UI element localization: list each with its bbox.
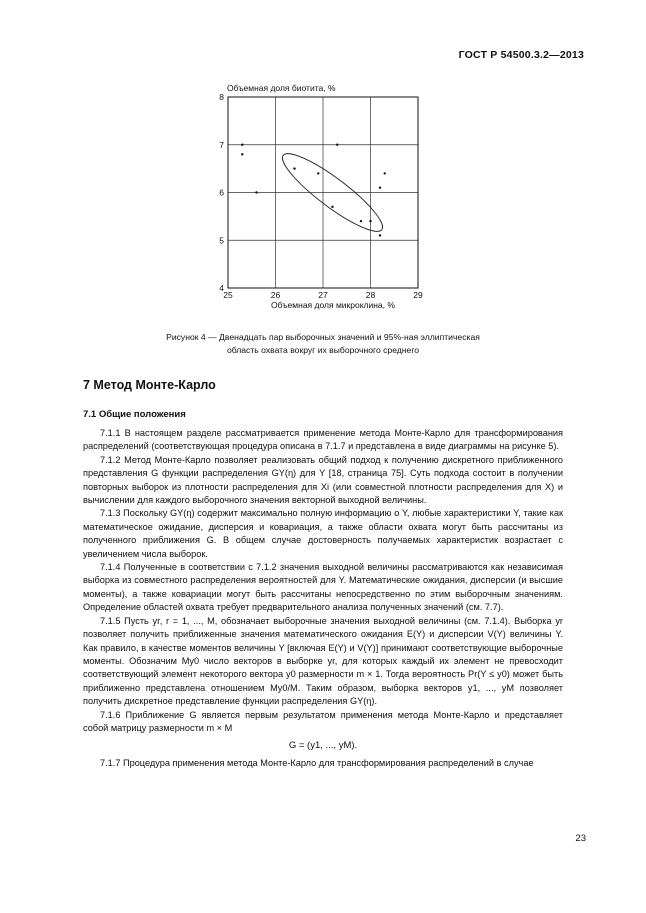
x-tick-label: 28 <box>365 290 376 300</box>
x-tick-label: 27 <box>318 290 328 300</box>
figure-caption <box>100 331 546 357</box>
y-tick-label: 5 <box>219 235 224 246</box>
data-point <box>331 206 333 208</box>
caption-line-1: Рисунок 4 — Двенадцать пар выборочных значений и 95%-ная эллиптическая <box>166 332 480 342</box>
data-point <box>379 234 381 236</box>
data-point <box>379 187 381 189</box>
data-point <box>369 220 371 222</box>
x-tick-label: 25 <box>223 290 233 300</box>
data-point <box>336 144 338 146</box>
paragraph-7-1-7: 7.1.7 Процедура применения метода Монте-Карло для трансформирования распределений в случае <box>100 757 534 768</box>
scatter-chart <box>0 0 646 330</box>
data-points <box>241 144 386 237</box>
paragraph-7-1-4: 7.1.4 Полученные в соответствии с 7.1.2 значения выходной величины рассматриваются как независимая выборка из совместного распределения вероятностей для Y. Математические ожидания, дисперсии (и высшие моменты), а также ковариации могут быть рассчитаны непосредственно по этим выборочным значениям. Определение областей охвата требует предварительного анализа полученных значений (см. 7.7). <box>83 562 563 613</box>
data-point <box>255 191 257 193</box>
y-tick-label: 7 <box>219 139 224 150</box>
y-axis-label: Объемная доля биотита, % <box>227 83 336 93</box>
paragraph-7-1-6: 7.1.6 Приближение G является первым результатом применения метода Монте-Карло и представляет собой матрицу размерности m × M <box>83 709 563 733</box>
page-number: 23 <box>575 833 586 844</box>
paragraph-7-1-1: 7.1.1 В настоящем разделе рассматривается применение метода Монте-Карло для трансформирования распределений (соответствующая процедура описана в 7.1.7 и представлена в виде диаграммы на рисунке 5). <box>83 428 563 452</box>
x-axis-label: Объемная доля микроклина, % <box>271 300 395 310</box>
body-text <box>83 427 563 770</box>
document-header: ГОСТ Р 54500.3.2—2013 <box>458 49 584 61</box>
x-tick-label: 26 <box>270 290 281 300</box>
y-tick-label: 4 <box>219 283 224 293</box>
formula-g: G = (y1, ..., yM). <box>288 740 358 752</box>
paragraph-7-1-3: 7.1.3 Поскольку GY(η) содержит максимально полную информацию о Y, любые характеристики Y, такие как математическое ожидание, дисперсия и ковариация, а также области охвата могут быть рассчитаны из полученного приближения G. В общем случае достоверность получаемых характеристик возрастает с увеличением числа выборок. <box>83 508 563 559</box>
data-point <box>241 153 243 155</box>
section-title: 7 Метод Монте-Карло <box>83 378 216 392</box>
data-point <box>293 167 295 169</box>
data-point <box>241 144 243 146</box>
caption-line-2: область охвата вокруг их выборочного среднего <box>226 345 420 355</box>
paragraph-7-1-5: 7.1.5 Пусть yr, r = 1, ..., M, обозначает выборочные значения выходной величины (см. 7.1.4). Выборка yr позволяет получить приближенные значения математического ожидания E(Y) и дисперсии V(Y) величины Y. Как правило, в качестве моментов величины Y [включая E(Y) и V(Y)] принимают соответствующие выборочные моменты. Обозначим My0 число векторов в выборке yr, для которых каждый их элемент не превосходит соответствующий элемент некоторого вектора y0 размерности m × 1. Тогда вероятность Pr(Y ≤ y0) может быть приближенно представлена отношением My0/M. Таким образом, выборка векторов y1, ..., yM позволяет получить дискретное представление функции распределения GY(η). <box>83 615 563 707</box>
y-tick-label: 6 <box>219 187 224 198</box>
data-point <box>360 220 362 222</box>
y-tick-label: 8 <box>219 92 224 102</box>
paragraph-7-1-2: 7.1.2 Метод Монте-Карло позволяет реализовать общий подход к получению дискретного приближенного представления G функции распределения GY(η) для Y [18, страница 75]. Суть подхода состоит в получении повторных выборок из плотности распределения для Xi (или совместной плотности распределения для X) и вычислении для каждого выборочного значения векторной выходной величины. <box>83 454 563 506</box>
data-point <box>384 172 386 174</box>
subsection-title: 7.1 Общие положения <box>83 409 186 420</box>
x-tick-label: 29 <box>413 290 423 300</box>
data-point <box>317 172 319 174</box>
tick-labels <box>219 92 423 300</box>
